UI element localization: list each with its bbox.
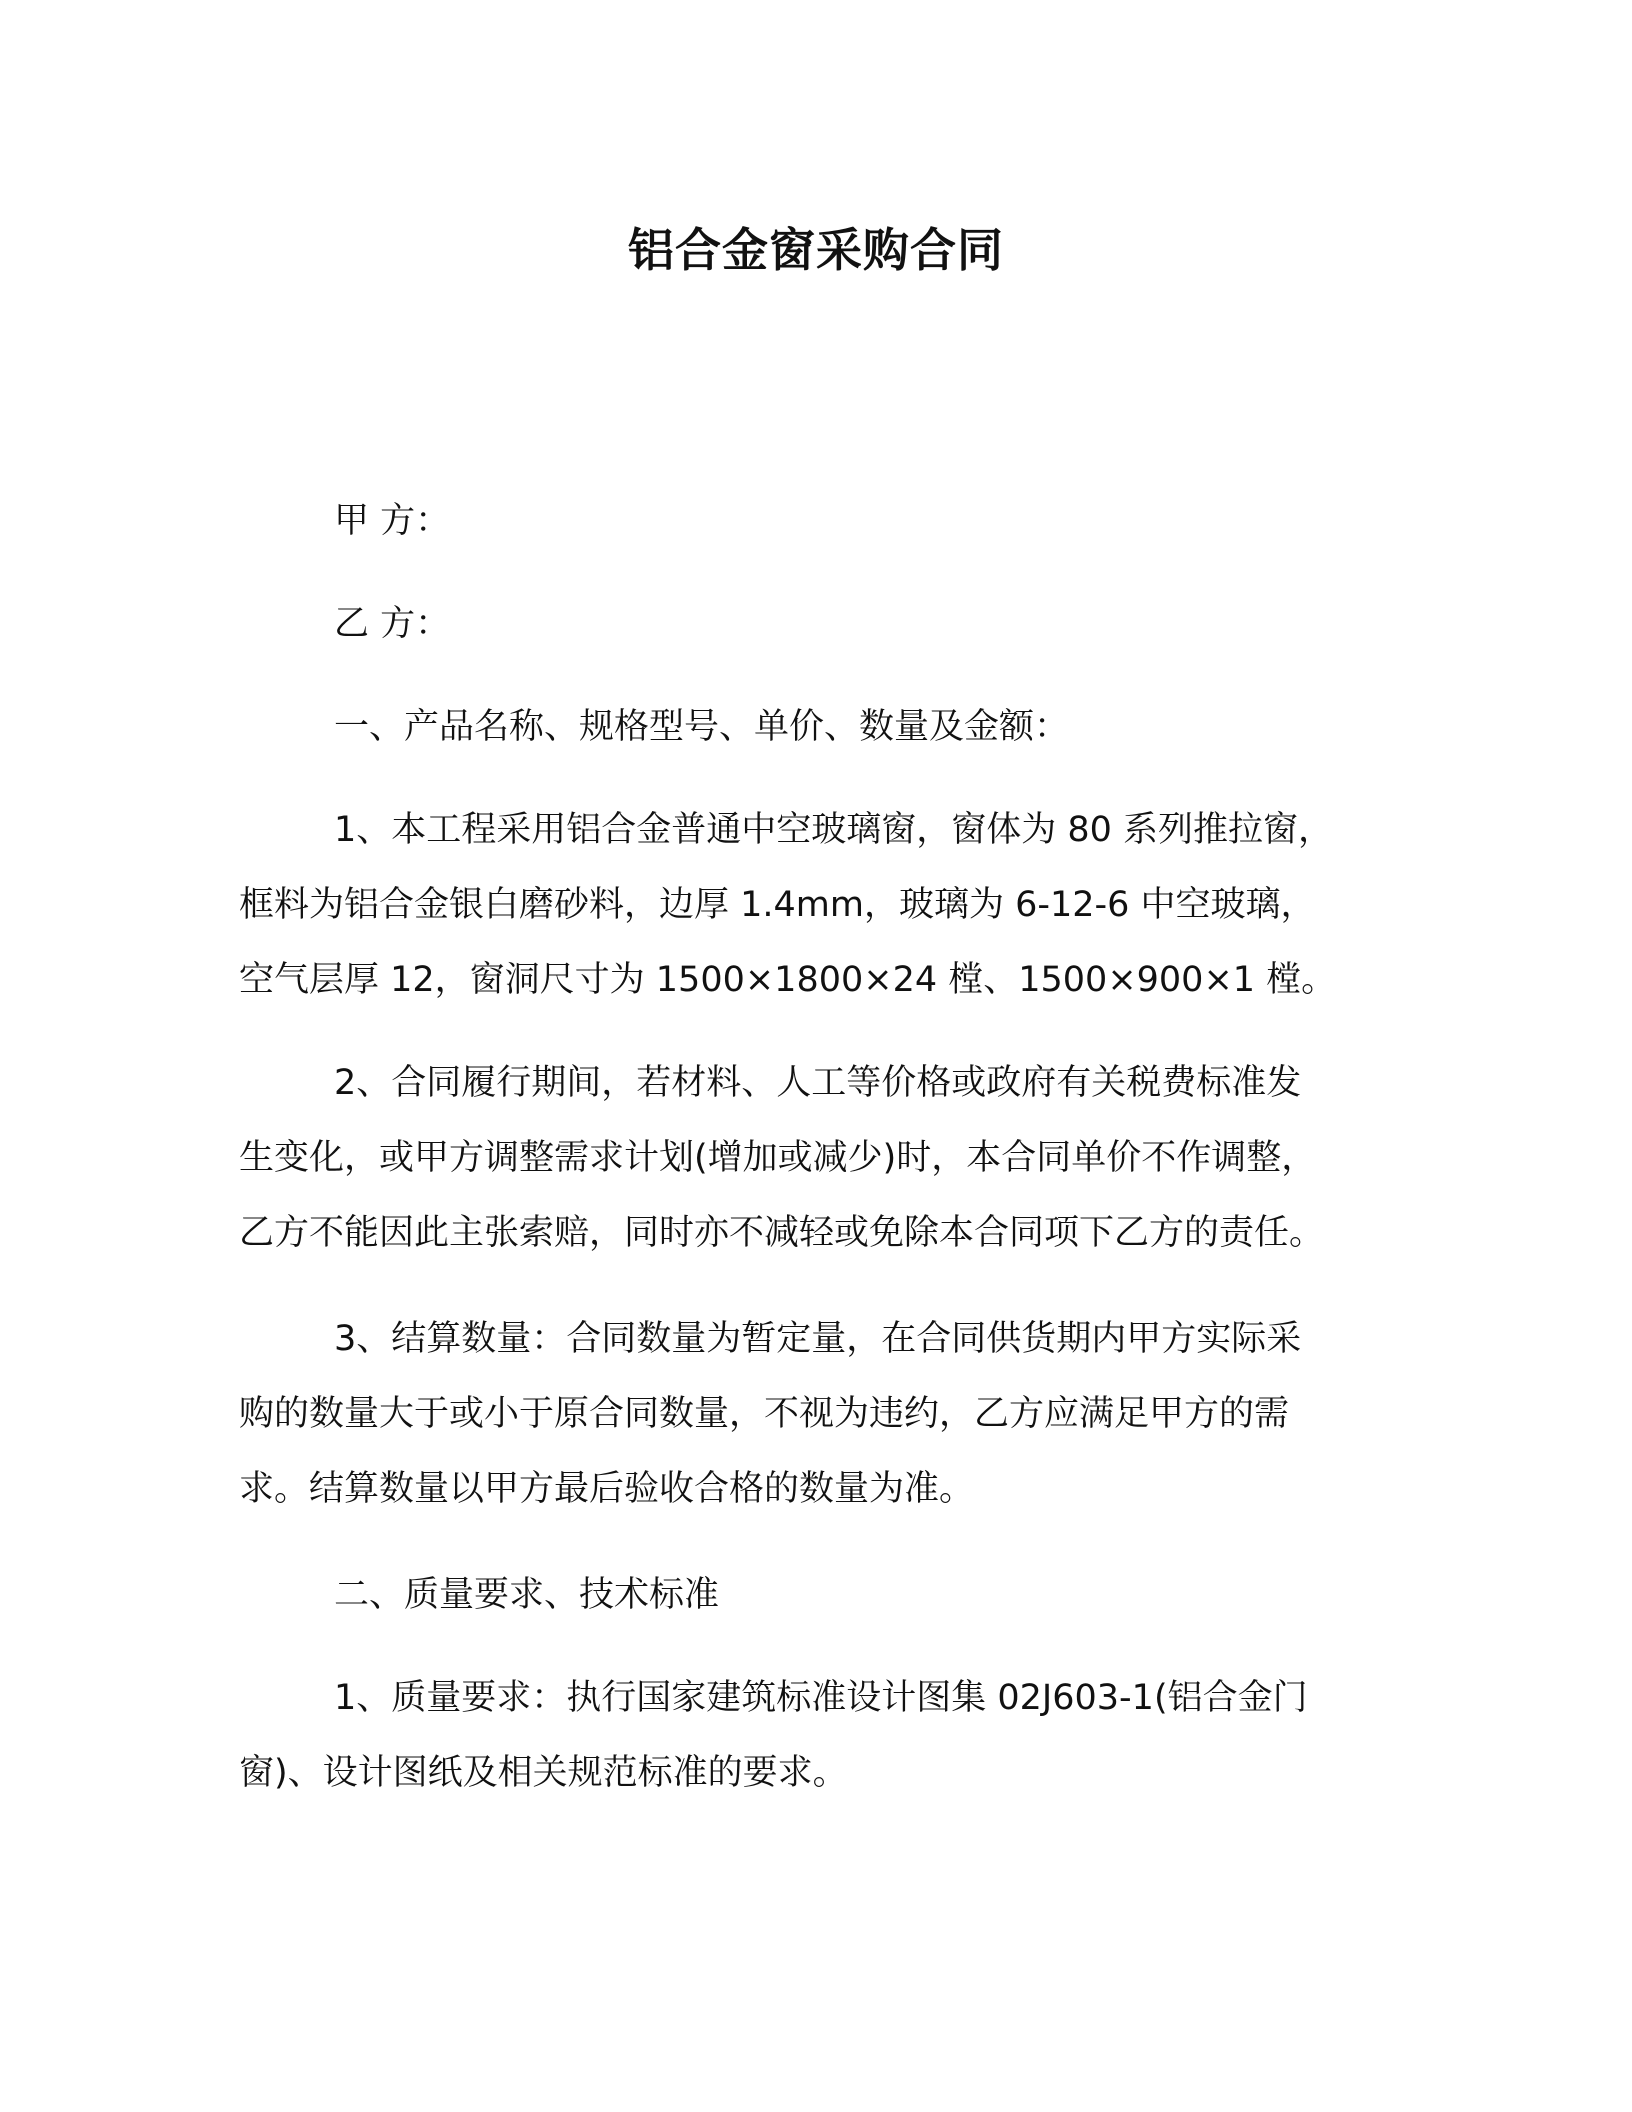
clause-1-2-line-2: 生变化，或甲方调整需求计划(增加或减少)时，本合同单价不作调整， [239,1138,1317,1178]
clause-1-2-line-1: 2、合同履行期间，若材料、人工等价格或政府有关税费标准发 [334,1063,1302,1103]
section-2-heading: 二、质量要求、技术标准 [334,1575,720,1615]
clause-1-3-line-1: 3、结算数量：合同数量为暂定量，在合同供货期内甲方实际采 [334,1319,1302,1359]
clause-1-3-line-2: 购的数量大于或小于原合同数量，不视为违约，乙方应满足甲方的需 [239,1394,1290,1434]
clause-1-2-line-3: 乙方不能因此主张索赔，同时亦不减轻或免除本合同项下乙方的责任。 [239,1213,1325,1253]
section-1-heading: 一、产品名称、规格型号、单价、数量及金额： [334,707,1070,747]
clause-1-1-line-2: 框料为铝合金银白磨砂料，边厚 1.4mm，玻璃为 6-12-6 中空玻璃， [239,885,1316,925]
party-b-label: 乙 方： [334,604,451,644]
clause-1-3-line-3: 求。结算数量以甲方最后验收合格的数量为准。 [239,1469,975,1509]
clause-1-1-line-1: 1、本工程采用铝合金普通中空玻璃窗，窗体为 80 系列推拉窗， [334,810,1334,850]
clause-2-1-line-2: 窗)、设计图纸及相关规范标准的要求。 [239,1753,848,1793]
clause-2-1-line-1: 1、质量要求：执行国家建筑标准设计图集 02J603-1(铝合金门 [334,1678,1308,1718]
clause-1-1-line-3: 空气层厚 12，窗洞尺寸为 1500×1800×24 樘、1500×900×1 樘。 [239,960,1337,1000]
document-title: 铝合金窗采购合同 [628,223,1004,277]
party-a-label: 甲 方： [334,501,451,541]
